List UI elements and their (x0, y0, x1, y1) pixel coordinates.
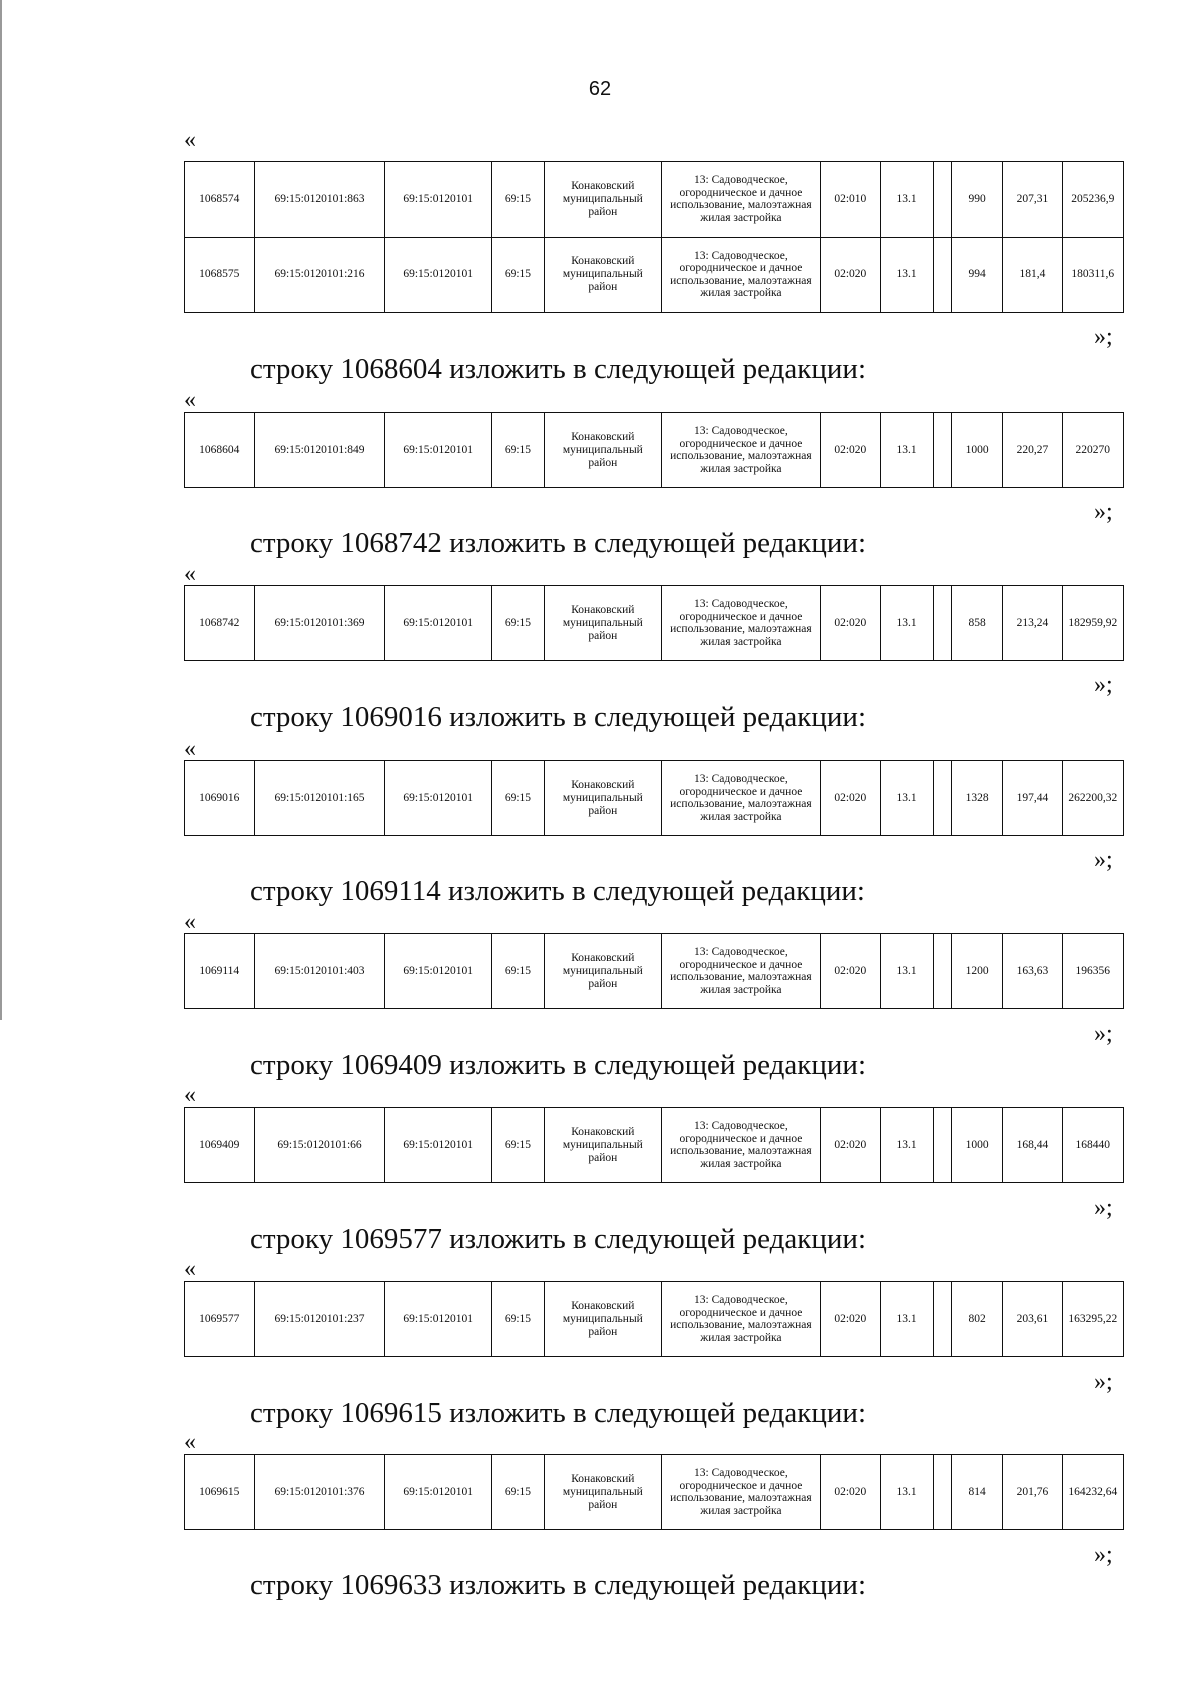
row-id-cell: 1069409 (185, 1108, 255, 1183)
area-cell: 802 (952, 1282, 1003, 1357)
specific-value-cell: 168,44 (1003, 1108, 1062, 1183)
district-code-cell: 69:15 (491, 934, 544, 1009)
amendment-instruction (250, 526, 866, 560)
instruction-suffix: изложить в следующей редакции: (449, 527, 866, 559)
amendment-instruction (250, 874, 865, 908)
cadastral-value-cell: 180311,6 (1062, 237, 1123, 313)
instruction-row-number: 1069114 (340, 875, 441, 907)
cadastral-value-cell: 182959,92 (1062, 586, 1123, 661)
area-cell: 990 (952, 162, 1003, 238)
empty-cell (933, 1108, 951, 1183)
instruction-suffix: изложить в следующей редакции: (449, 1049, 866, 1081)
area-cell: 994 (952, 237, 1003, 313)
register-table (184, 585, 1124, 661)
closing-quote: »; (1094, 847, 1113, 873)
district-code-cell: 69:15 (491, 586, 544, 661)
municipality-cell: Конаковский муниципальный район (545, 1108, 662, 1183)
district-code-cell: 69:15 (491, 413, 544, 488)
area-cell: 858 (952, 586, 1003, 661)
cadastral-number-cell: 69:15:0120101:849 (254, 413, 385, 488)
instruction-prefix: строку (250, 1049, 334, 1081)
instruction-prefix: строку (250, 1223, 334, 1255)
table-row (185, 1108, 1124, 1183)
cadastral-value-cell: 196356 (1062, 934, 1123, 1009)
land-use-cell: 13: Садоводческое, огородническое и дачное использование, малоэтажная жилая застройка (661, 162, 821, 238)
zone-cell: 13.1 (880, 586, 933, 661)
cadastral-number-cell: 69:15:0120101:403 (254, 934, 385, 1009)
zone-cell: 13.1 (880, 934, 933, 1009)
empty-cell (933, 237, 951, 313)
municipality-cell: Конаковский муниципальный район (545, 761, 662, 836)
district-code-cell: 69:15 (491, 761, 544, 836)
opening-quote: « (184, 561, 196, 587)
row-id-cell: 1069016 (185, 761, 255, 836)
amendment-instruction (250, 1396, 866, 1430)
cadastral-value-cell: 163295,22 (1062, 1282, 1123, 1357)
cadastral-number-cell: 69:15:0120101:369 (254, 586, 385, 661)
scan-edge-line (0, 0, 2, 1020)
register-table (184, 161, 1124, 313)
table-row (185, 1282, 1124, 1357)
district-code-cell: 69:15 (491, 237, 544, 313)
opening-quote: « (184, 127, 196, 153)
empty-cell (933, 586, 951, 661)
amendment-instruction (250, 352, 866, 386)
opening-quote: « (184, 1256, 196, 1282)
land-use-cell: 13: Садоводческое, огородническое и дачное использование, малоэтажная жилая застройка (661, 1455, 821, 1530)
cadastral-number-cell: 69:15:0120101:376 (254, 1455, 385, 1530)
table-row (185, 413, 1124, 488)
cadastral-number-cell: 69:15:0120101:237 (254, 1282, 385, 1357)
quarter-cell: 69:15:0120101 (385, 586, 491, 661)
instruction-row-number: 1068604 (340, 353, 442, 385)
land-use-cell: 13: Садоводческое, огородническое и дачное использование, малоэтажная жилая застройка (661, 1108, 821, 1183)
specific-value-cell: 181,4 (1003, 237, 1062, 313)
instruction-prefix: строку (250, 875, 334, 907)
area-cell: 1000 (952, 413, 1003, 488)
amendment-instruction (250, 1568, 866, 1602)
group-code-cell: 02:010 (821, 162, 880, 238)
cadastral-value-cell: 220270 (1062, 413, 1123, 488)
empty-cell (933, 413, 951, 488)
specific-value-cell: 197,44 (1003, 761, 1062, 836)
instruction-prefix: строку (250, 1397, 334, 1429)
group-code-cell: 02:020 (821, 237, 880, 313)
quarter-cell: 69:15:0120101 (385, 1282, 491, 1357)
table-row (185, 1455, 1124, 1530)
group-code-cell: 02:020 (821, 1108, 880, 1183)
group-code-cell: 02:020 (821, 1282, 880, 1357)
instruction-suffix: изложить в следующей редакции: (449, 1569, 866, 1601)
instruction-row-number: 1069615 (340, 1397, 442, 1429)
area-cell: 1328 (952, 761, 1003, 836)
empty-cell (933, 162, 951, 238)
register-table (184, 1281, 1124, 1357)
instruction-prefix: строку (250, 527, 334, 559)
specific-value-cell: 213,24 (1003, 586, 1062, 661)
row-id-cell: 1068604 (185, 413, 255, 488)
cadastral-number-cell: 69:15:0120101:165 (254, 761, 385, 836)
register-table (184, 760, 1124, 836)
district-code-cell: 69:15 (491, 1108, 544, 1183)
land-use-cell: 13: Садоводческое, огородническое и дачное использование, малоэтажная жилая застройка (661, 1282, 821, 1357)
land-use-cell: 13: Садоводческое, огородническое и дачное использование, малоэтажная жилая застройка (661, 934, 821, 1009)
specific-value-cell: 207,31 (1003, 162, 1062, 238)
quarter-cell: 69:15:0120101 (385, 934, 491, 1009)
instruction-row-number: 1068742 (340, 527, 442, 559)
row-id-cell: 1069615 (185, 1455, 255, 1530)
instruction-suffix: изложить в следующей редакции: (449, 701, 866, 733)
zone-cell: 13.1 (880, 162, 933, 238)
quarter-cell: 69:15:0120101 (385, 1108, 491, 1183)
quarter-cell: 69:15:0120101 (385, 1455, 491, 1530)
zone-cell: 13.1 (880, 1455, 933, 1530)
register-table (184, 933, 1124, 1009)
land-use-cell: 13: Садоводческое, огородническое и дачное использование, малоэтажная жилая застройка (661, 237, 821, 313)
empty-cell (933, 934, 951, 1009)
specific-value-cell: 163,63 (1003, 934, 1062, 1009)
row-id-cell: 1068575 (185, 237, 255, 313)
cadastral-value-cell: 205236,9 (1062, 162, 1123, 238)
instruction-row-number: 1069016 (340, 701, 442, 733)
specific-value-cell: 220,27 (1003, 413, 1062, 488)
land-use-cell: 13: Садоводческое, огородническое и дачное использование, малоэтажная жилая застройка (661, 586, 821, 661)
municipality-cell: Конаковский муниципальный район (545, 934, 662, 1009)
municipality-cell: Конаковский муниципальный район (545, 413, 662, 488)
instruction-suffix: изложить в следующей редакции: (449, 353, 866, 385)
empty-cell (933, 761, 951, 836)
table-row (185, 586, 1124, 661)
instruction-row-number: 1069633 (340, 1569, 442, 1601)
cadastral-value-cell: 262200,32 (1062, 761, 1123, 836)
quarter-cell: 69:15:0120101 (385, 237, 491, 313)
quarter-cell: 69:15:0120101 (385, 761, 491, 836)
instruction-suffix: изложить в следующей редакции: (449, 1223, 866, 1255)
cadastral-value-cell: 164232,64 (1062, 1455, 1123, 1530)
quarter-cell: 69:15:0120101 (385, 162, 491, 238)
zone-cell: 13.1 (880, 1282, 933, 1357)
land-use-cell: 13: Садоводческое, огородническое и дачное использование, малоэтажная жилая застройка (661, 413, 821, 488)
zone-cell: 13.1 (880, 1108, 933, 1183)
district-code-cell: 69:15 (491, 1282, 544, 1357)
opening-quote: « (184, 1429, 196, 1455)
opening-quote: « (184, 387, 196, 413)
group-code-cell: 02:020 (821, 586, 880, 661)
municipality-cell: Конаковский муниципальный район (545, 1455, 662, 1530)
group-code-cell: 02:020 (821, 934, 880, 1009)
specific-value-cell: 201,76 (1003, 1455, 1062, 1530)
closing-quote: »; (1094, 672, 1113, 698)
land-use-cell: 13: Садоводческое, огородническое и дачное использование, малоэтажная жилая застройка (661, 761, 821, 836)
page-number: 62 (588, 78, 612, 100)
closing-quote: »; (1094, 1369, 1113, 1395)
row-id-cell: 1068574 (185, 162, 255, 238)
cadastral-number-cell: 69:15:0120101:863 (254, 162, 385, 238)
group-code-cell: 02:020 (821, 761, 880, 836)
instruction-row-number: 1069409 (340, 1049, 442, 1081)
amendment-instruction (250, 1222, 866, 1256)
quarter-cell: 69:15:0120101 (385, 413, 491, 488)
table-row (185, 237, 1124, 313)
district-code-cell: 69:15 (491, 162, 544, 238)
row-id-cell: 1069114 (185, 934, 255, 1009)
opening-quote: « (184, 909, 196, 935)
table-row (185, 162, 1124, 238)
closing-quote: »; (1094, 1542, 1113, 1568)
register-table (184, 1107, 1124, 1183)
amendment-instruction (250, 1048, 866, 1082)
municipality-cell: Конаковский муниципальный район (545, 586, 662, 661)
area-cell: 814 (952, 1455, 1003, 1530)
register-table (184, 412, 1124, 488)
group-code-cell: 02:020 (821, 413, 880, 488)
closing-quote: »; (1094, 324, 1113, 350)
closing-quote: »; (1094, 499, 1113, 525)
instruction-suffix: изложить в следующей редакции: (448, 875, 865, 907)
area-cell: 1000 (952, 1108, 1003, 1183)
opening-quote: « (184, 1082, 196, 1108)
row-id-cell: 1069577 (185, 1282, 255, 1357)
area-cell: 1200 (952, 934, 1003, 1009)
table-row (185, 934, 1124, 1009)
municipality-cell: Конаковский муниципальный район (545, 162, 662, 238)
closing-quote: »; (1094, 1195, 1113, 1221)
opening-quote: « (184, 736, 196, 762)
empty-cell (933, 1282, 951, 1357)
cadastral-number-cell: 69:15:0120101:66 (254, 1108, 385, 1183)
instruction-suffix: изложить в следующей редакции: (449, 1397, 866, 1429)
district-code-cell: 69:15 (491, 1455, 544, 1530)
zone-cell: 13.1 (880, 761, 933, 836)
specific-value-cell: 203,61 (1003, 1282, 1062, 1357)
instruction-prefix: строку (250, 353, 334, 385)
closing-quote: »; (1094, 1021, 1113, 1047)
row-id-cell: 1068742 (185, 586, 255, 661)
municipality-cell: Конаковский муниципальный район (545, 237, 662, 313)
instruction-prefix: строку (250, 1569, 334, 1601)
table-row (185, 761, 1124, 836)
instruction-row-number: 1069577 (340, 1223, 442, 1255)
amendment-instruction (250, 700, 866, 734)
instruction-prefix: строку (250, 701, 334, 733)
cadastral-number-cell: 69:15:0120101:216 (254, 237, 385, 313)
zone-cell: 13.1 (880, 413, 933, 488)
municipality-cell: Конаковский муниципальный район (545, 1282, 662, 1357)
register-table (184, 1454, 1124, 1530)
zone-cell: 13.1 (880, 237, 933, 313)
group-code-cell: 02:020 (821, 1455, 880, 1530)
cadastral-value-cell: 168440 (1062, 1108, 1123, 1183)
empty-cell (933, 1455, 951, 1530)
